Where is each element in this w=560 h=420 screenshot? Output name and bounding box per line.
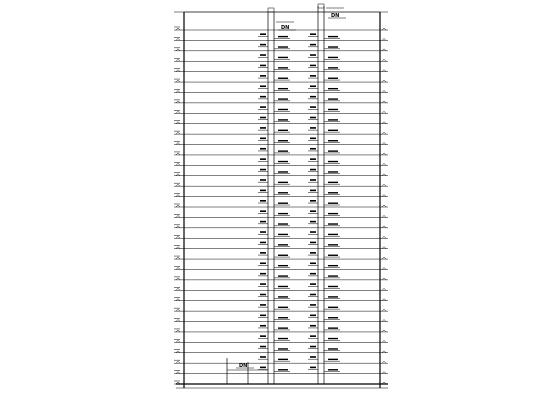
branch-text-left: [278, 255, 288, 256]
branch-text-right: [328, 255, 338, 256]
level-triangle-left: [176, 38, 180, 40]
branch-text-right: [328, 348, 338, 349]
branch-text-left: [278, 192, 288, 193]
level-triangle-left: [176, 59, 180, 61]
branch-text-right: [328, 36, 338, 37]
level-triangle-left: [176, 340, 180, 342]
branch-label-left: [260, 231, 266, 233]
branch-label-left: [260, 210, 266, 212]
level-triangle-left: [176, 236, 180, 238]
level-triangle-right: [382, 195, 386, 197]
branch-label-right: [310, 356, 316, 358]
level-triangle-left: [176, 28, 180, 30]
level-triangle-left: [176, 215, 180, 217]
branch-label-right: [310, 210, 316, 212]
level-triangle-right: [382, 174, 386, 176]
level-triangle-left: [176, 153, 180, 155]
level-triangle-right: [382, 59, 386, 61]
branch-text-right: [328, 338, 338, 339]
branch-text-right: [328, 192, 338, 193]
branch-label-right: [310, 262, 316, 264]
branch-text-left: [278, 203, 288, 204]
level-triangle-right: [382, 80, 386, 82]
level-triangle-left: [176, 372, 180, 374]
level-triangle-right: [382, 267, 386, 269]
level-triangle-left: [176, 361, 180, 363]
level-triangle-right: [382, 90, 386, 92]
level-triangle-left: [176, 226, 180, 228]
branch-label-left: [260, 75, 266, 77]
riser-left-top-cap: [268, 8, 274, 12]
level-triangle-left: [176, 101, 180, 103]
branch-text-left: [278, 78, 288, 79]
branch-text-right: [328, 213, 338, 214]
branch-text-left: [278, 88, 288, 89]
branch-label-left: [260, 283, 266, 285]
level-triangle-left: [176, 247, 180, 249]
branch-label-left: [260, 127, 266, 129]
branch-label-right: [310, 33, 316, 35]
branch-label-left: [260, 65, 266, 67]
branch-text-right: [328, 244, 338, 245]
level-triangle-left: [176, 309, 180, 311]
riser-annotations: [236, 4, 346, 372]
branch-label-left: [260, 148, 266, 150]
branch-label-right: [310, 273, 316, 275]
level-triangle-right: [382, 215, 386, 217]
level-triangle-left: [176, 184, 180, 186]
level-triangle-left: [176, 111, 180, 113]
branch-text-right: [328, 171, 338, 172]
level-triangle-left: [176, 132, 180, 134]
level-triangle-right: [382, 28, 386, 30]
branch-text-right: [328, 67, 338, 68]
branch-label-left: [260, 169, 266, 171]
level-triangle-left: [176, 174, 180, 176]
branch-label-right: [310, 96, 316, 98]
riser-left-bottom-marker-text: DN: [239, 363, 248, 369]
level-triangle-right: [382, 122, 386, 124]
branch-text-left: [278, 338, 288, 339]
branch-label-right: [310, 44, 316, 46]
level-triangle-right: [382, 372, 386, 374]
level-triangle-right: [382, 330, 386, 332]
branch-text-right: [328, 46, 338, 47]
level-triangle-right: [382, 340, 386, 342]
branch-label-left: [260, 346, 266, 348]
level-triangle-left: [176, 299, 180, 301]
level-triangle-right: [382, 288, 386, 290]
level-triangle-right: [382, 205, 386, 207]
branch-label-right: [310, 242, 316, 244]
branch-label-right: [310, 65, 316, 67]
branch-text-left: [278, 161, 288, 162]
branch-label-left: [260, 325, 266, 327]
branch-text-left: [278, 46, 288, 47]
level-triangle-right: [382, 299, 386, 301]
branch-label-right: [310, 169, 316, 171]
level-triangle-right: [382, 247, 386, 249]
branch-text-right: [328, 265, 338, 266]
branch-text-right: [328, 275, 338, 276]
branch-label-right: [310, 138, 316, 140]
branch-label-right: [310, 367, 316, 369]
branch-text-right: [328, 88, 338, 89]
branch-label-left: [260, 252, 266, 254]
branch-label-right: [310, 283, 316, 285]
branch-label-left: [260, 158, 266, 160]
level-triangle-right: [382, 163, 386, 165]
branch-text-left: [278, 109, 288, 110]
branch-text-left: [278, 296, 288, 297]
level-triangle-left: [176, 70, 180, 72]
branch-label-left: [260, 190, 266, 192]
branch-text-left: [278, 119, 288, 120]
branch-text-right: [328, 223, 338, 224]
branch-text-right: [328, 286, 338, 287]
riser-right-top-cap: [318, 4, 324, 8]
level-triangle-right: [382, 153, 386, 155]
branch-label-left: [260, 356, 266, 358]
branch-text-right: [328, 150, 338, 151]
level-triangle-left: [176, 49, 180, 51]
level-triangle-left: [176, 351, 180, 353]
branch-label-left: [260, 106, 266, 108]
riser-right-marker-text: DN: [331, 13, 340, 19]
branch-label-right: [310, 75, 316, 77]
branch-label-left: [260, 262, 266, 264]
branch-label-left: [260, 335, 266, 337]
branch-label-left: [260, 315, 266, 317]
level-triangle-right: [382, 361, 386, 363]
branch-text-right: [328, 109, 338, 110]
level-triangle-right: [382, 351, 386, 353]
branch-text-right: [328, 119, 338, 120]
branch-text-left: [278, 244, 288, 245]
branch-label-right: [310, 85, 316, 87]
branch-label-left: [260, 200, 266, 202]
level-triangle-right: [382, 101, 386, 103]
branch-text-left: [278, 234, 288, 235]
branch-label-left: [260, 304, 266, 306]
branch-label-right: [310, 200, 316, 202]
branch-text-left: [278, 265, 288, 266]
level-triangle-right: [382, 278, 386, 280]
level-triangle-left: [176, 163, 180, 165]
branch-label-right: [310, 158, 316, 160]
level-triangle-left: [176, 195, 180, 197]
branch-text-left: [278, 182, 288, 183]
branch-text-right: [328, 307, 338, 308]
riser-pipes: [227, 6, 324, 384]
level-triangle-left: [176, 143, 180, 145]
branch-label-right: [310, 148, 316, 150]
branch-text-left: [278, 286, 288, 287]
branch-text-right: [328, 98, 338, 99]
branch-text-right: [328, 234, 338, 235]
level-triangle-left: [176, 80, 180, 82]
branch-text-left: [278, 36, 288, 37]
branch-text-left: [278, 359, 288, 360]
branch-text-right: [328, 78, 338, 79]
branch-label-right: [310, 315, 316, 317]
branch-text-right: [328, 140, 338, 141]
branch-label-left: [260, 273, 266, 275]
branch-text-right: [328, 203, 338, 204]
level-triangle-right: [382, 309, 386, 311]
branch-text-left: [278, 275, 288, 276]
branch-label-right: [310, 346, 316, 348]
branch-text-left: [278, 213, 288, 214]
branch-label-right: [310, 179, 316, 181]
branch-label-right: [310, 54, 316, 56]
branch-text-left: [278, 307, 288, 308]
level-triangle-right: [382, 257, 386, 259]
level-triangle-right: [382, 320, 386, 322]
branch-text-right: [328, 57, 338, 58]
branch-text-left: [278, 317, 288, 318]
branch-label-right: [310, 304, 316, 306]
level-triangle-right: [382, 184, 386, 186]
branch-label-left: [260, 221, 266, 223]
floor-lines: [184, 30, 380, 384]
branch-label-left: [260, 96, 266, 98]
level-triangle-left: [176, 330, 180, 332]
branch-label-left: [260, 117, 266, 119]
branch-label-right: [310, 252, 316, 254]
level-triangle-left: [176, 278, 180, 280]
branch-text-right: [328, 296, 338, 297]
branch-label-left: [260, 242, 266, 244]
branch-text-right: [328, 182, 338, 183]
branch-text-right: [328, 369, 338, 370]
branch-text-left: [278, 130, 288, 131]
branch-text-left: [278, 348, 288, 349]
level-triangle-right: [382, 111, 386, 113]
branch-text-left: [278, 369, 288, 370]
branch-label-right: [310, 106, 316, 108]
level-triangle-right: [382, 70, 386, 72]
branch-text-left: [278, 327, 288, 328]
branch-text-right: [328, 317, 338, 318]
branch-label-left: [260, 367, 266, 369]
branch-text-left: [278, 98, 288, 99]
branch-text-left: [278, 223, 288, 224]
level-triangle-right: [382, 226, 386, 228]
branch-label-right: [310, 294, 316, 296]
branch-text-left: [278, 171, 288, 172]
branch-label-left: [260, 33, 266, 35]
level-triangle-left: [176, 257, 180, 259]
branch-label-right: [310, 221, 316, 223]
branch-text-right: [328, 161, 338, 162]
branch-text-left: [278, 140, 288, 141]
branch-label-right: [310, 117, 316, 119]
branch-text-left: [278, 57, 288, 58]
level-triangle-left: [176, 288, 180, 290]
branch-text-right: [328, 359, 338, 360]
branch-label-right: [310, 190, 316, 192]
level-triangle-right: [382, 49, 386, 51]
level-triangle-left: [176, 320, 180, 322]
branch-label-left: [260, 179, 266, 181]
level-triangle-left: [176, 122, 180, 124]
riser-left-marker-text: DN: [281, 25, 290, 31]
branch-label-left: [260, 85, 266, 87]
level-triangle-left: [176, 90, 180, 92]
branch-label-right: [310, 325, 316, 327]
branch-label-right: [310, 127, 316, 129]
branch-label-right: [310, 335, 316, 337]
level-triangle-left: [176, 267, 180, 269]
level-triangle-left: [176, 205, 180, 207]
branch-label-left: [260, 138, 266, 140]
level-triangle-right: [382, 38, 386, 40]
branch-label-left: [260, 54, 266, 56]
branch-text-left: [278, 67, 288, 68]
level-triangle-right: [382, 143, 386, 145]
level-triangle-right: [382, 236, 386, 238]
branch-label-left: [260, 44, 266, 46]
branch-label-right: [310, 231, 316, 233]
level-triangle-right: [382, 132, 386, 134]
branch-text-right: [328, 327, 338, 328]
branch-text-left: [278, 150, 288, 151]
branch-text-right: [328, 130, 338, 131]
branch-label-left: [260, 294, 266, 296]
